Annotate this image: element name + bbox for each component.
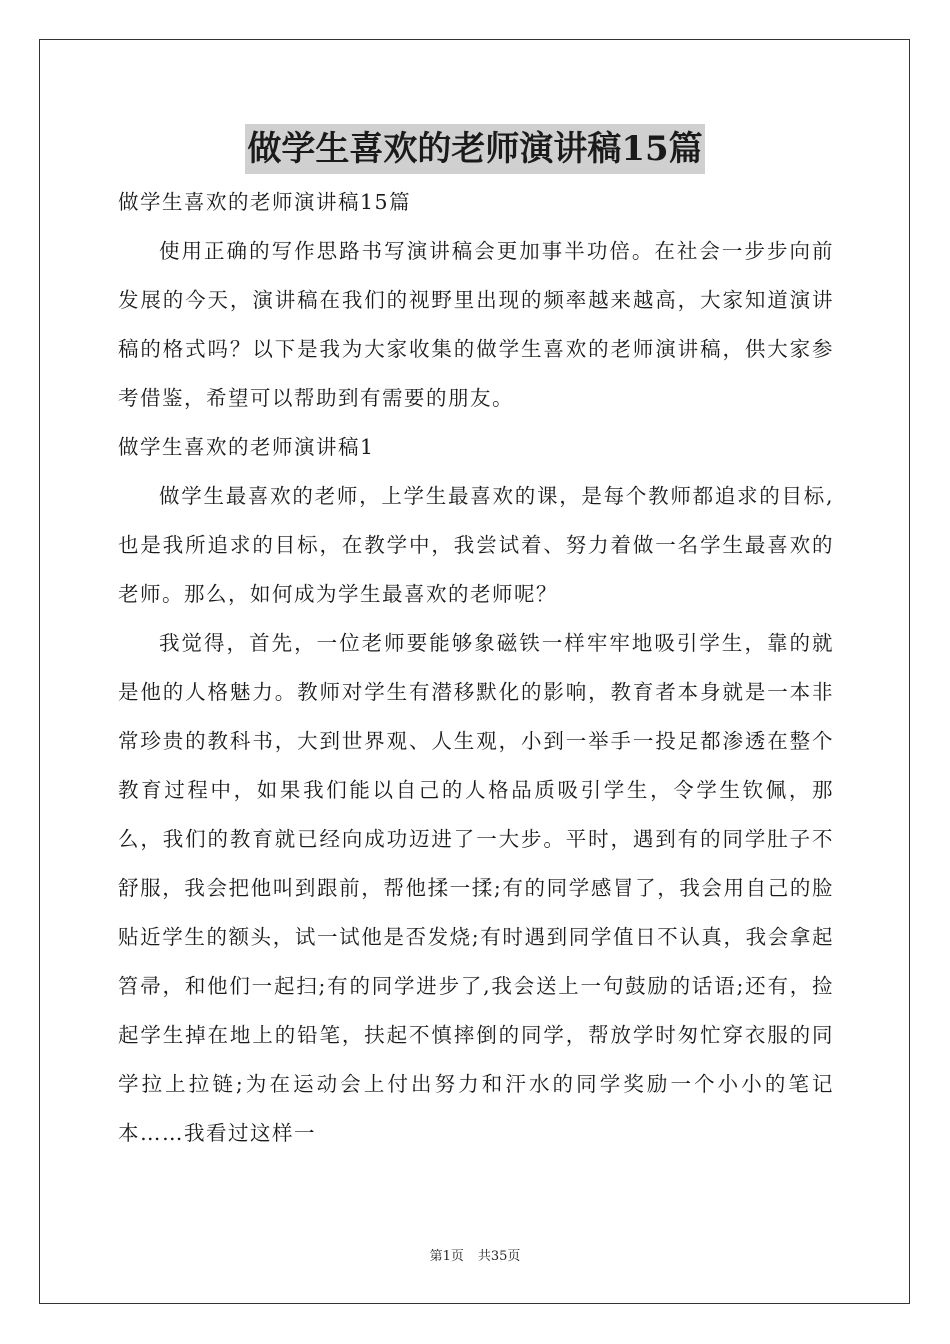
document-subtitle: 做学生喜欢的老师演讲稿15篇 [118, 190, 412, 214]
total-pages: 共35页 [477, 1249, 521, 1264]
body-paragraph-2: 我觉得，首先，一位老师要能够象磁铁一样牢牢地吸引学生，靠的就是他的人格魅力。教师对学生有潜移默化的影响，教育者本身就是一本非常珍贵的教科书，大到世界观、人生观，小到一举手一投足都渗透在整个教育过程中，如果我们能以自己的人格品质吸引学生，令学生钦佩，那么，我们的教育就已经向成功迈进了一大步。平时，遇到有的同学肚子不舒服，我会把他叫到跟前，帮他揉一揉;有的同学感冒了，我会用自己的脸贴近学生的额头，试一试他是否发烧;有时遇到同学值日不认真，我会拿起笤帚，和他们一起扫;有的同学进步了,我会送上一句鼓励的话语;还有，捡起学生掉在地上的铅笔，扶起不慎摔倒的同学，帮放学时匆忙穿衣服的同学拉上拉链;为在运动会上付出努力和汗水的同学奖励一个小小的笔记本……我看过这样一 [118, 631, 834, 1145]
intro-paragraph: 使用正确的写作思路书写演讲稿会更加事半功倍。在社会一步步向前发展的今天，演讲稿在我们的视野里出现的频率越来越高，大家知道演讲稿的格式吗？以下是我为大家收集的做学生喜欢的老师演讲稿，供大家参考借鉴，希望可以帮助到有需要的朋友。 [118, 239, 834, 410]
page-number: 第1页 [429, 1249, 464, 1264]
page-footer [0, 1247, 950, 1267]
document-body [118, 178, 834, 1158]
body-paragraph-1: 做学生最喜欢的老师，上学生最喜欢的课，是每个教师都追求的目标,也是我所追求的目标，在教学中，我尝试着、努力着做一名学生最喜欢的老师。那么，如何成为学生最喜欢的老师呢？ [118, 484, 834, 606]
section-heading: 做学生喜欢的老师演讲稿1 [118, 435, 375, 459]
title-wrap [0, 124, 950, 174]
document-title: 做学生喜欢的老师演讲稿15篇 [245, 124, 704, 174]
